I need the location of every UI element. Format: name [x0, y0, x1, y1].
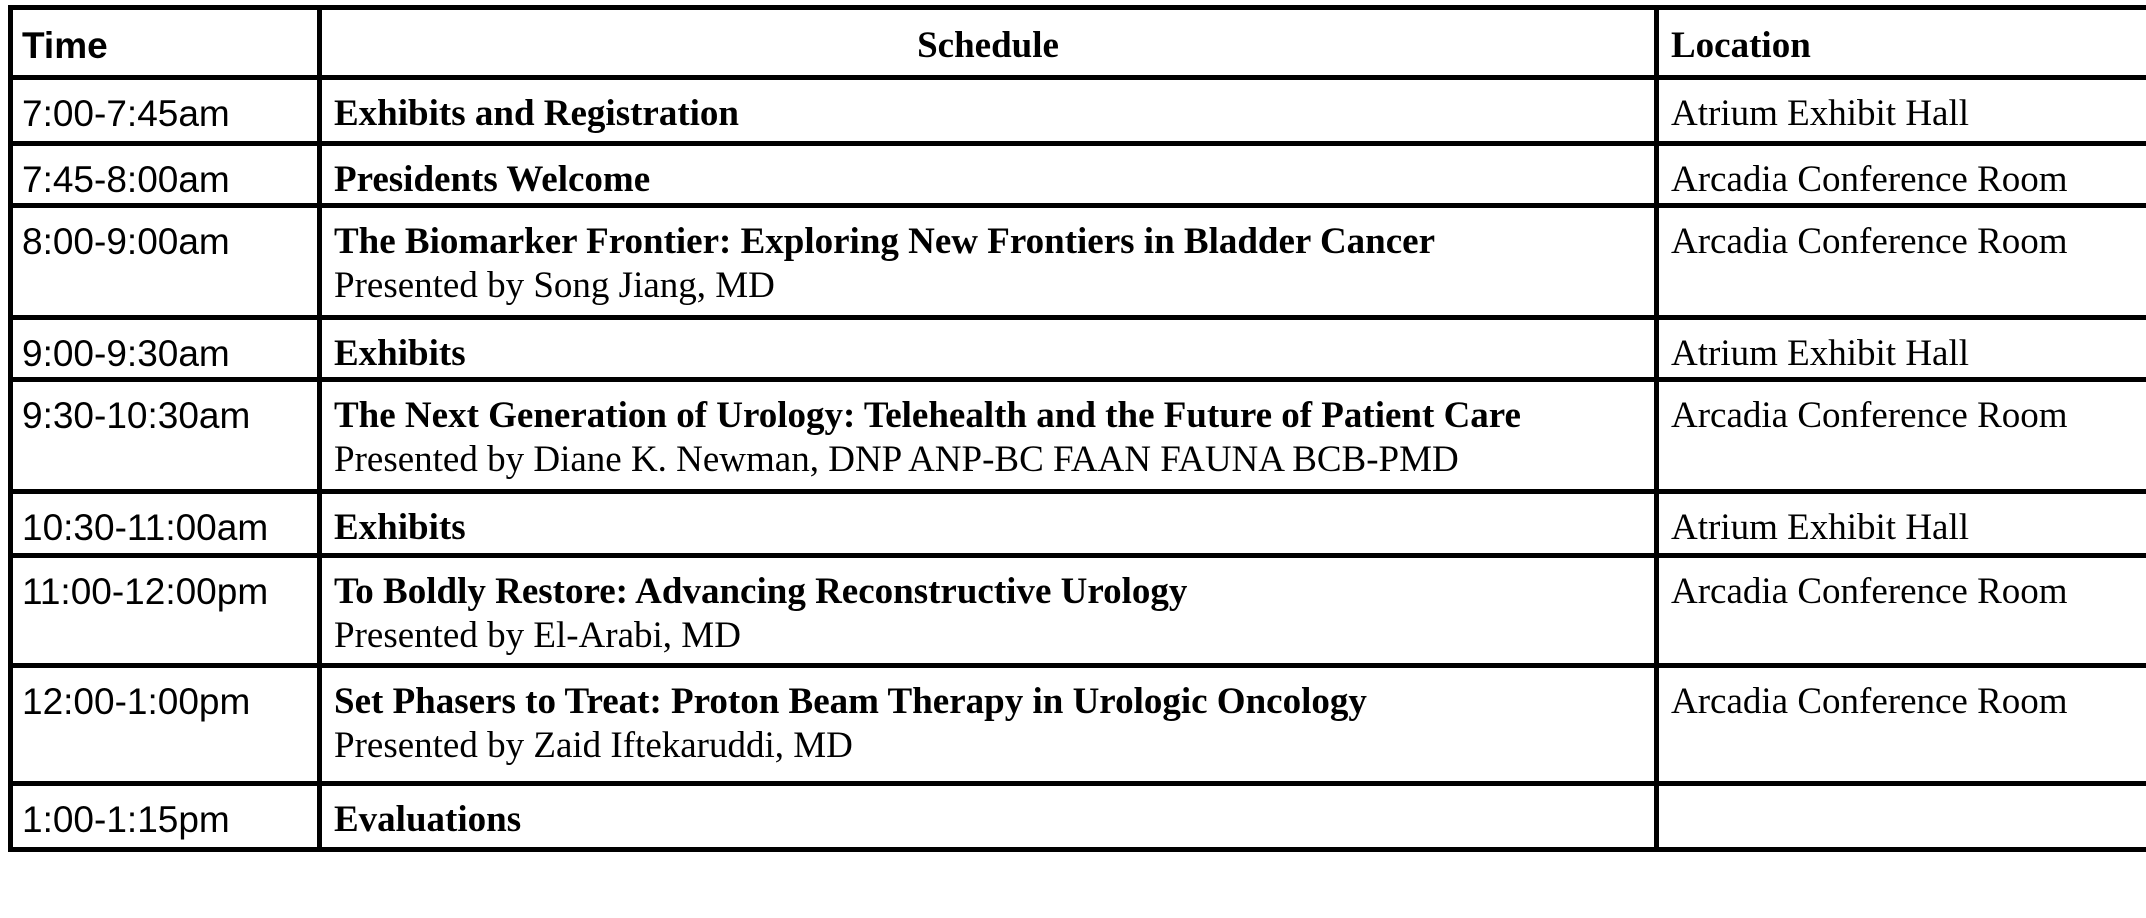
session-time: 7:00-7:45am	[11, 78, 320, 144]
session-location: Arcadia Conference Room	[1657, 380, 2146, 492]
session-location: Arcadia Conference Room	[1657, 666, 2146, 784]
table-row	[11, 492, 2146, 556]
session-cell	[320, 318, 1657, 380]
session-cell	[320, 144, 1657, 206]
session-time: 10:30-11:00am	[11, 492, 320, 556]
session-location: Atrium Exhibit Hall	[1657, 318, 2146, 380]
session-presenter: Presented by Song Jiang, MD	[334, 265, 775, 306]
session-title: Exhibits	[334, 333, 466, 374]
session-presenter: Presented by Diane K. Newman, DNP ANP-BC FAAN FAUNA BCB-PMD	[334, 439, 1459, 480]
table-row	[11, 380, 2146, 492]
session-time: 11:00-12:00pm	[11, 556, 320, 666]
session-title: Exhibits	[334, 507, 466, 548]
session-location: Atrium Exhibit Hall	[1657, 492, 2146, 556]
session-location: Arcadia Conference Room	[1657, 206, 2146, 318]
table-row	[11, 318, 2146, 380]
table-row	[11, 666, 2146, 784]
session-title: Evaluations	[334, 799, 522, 840]
session-time: 9:30-10:30am	[11, 380, 320, 492]
session-title: Exhibits and Registration	[334, 93, 740, 134]
schedule-table	[8, 5, 2146, 852]
session-cell	[320, 784, 1657, 850]
header-schedule: Schedule	[320, 8, 1657, 78]
session-title: The Biomarker Frontier: Exploring New Frontiers in Bladder Cancer	[334, 221, 1436, 262]
session-title: The Next Generation of Urology: Telehealth and the Future of Patient Care	[334, 395, 1521, 436]
session-location: Atrium Exhibit Hall	[1657, 78, 2146, 144]
session-title: To Boldly Restore: Advancing Reconstructive Urology	[334, 571, 1188, 612]
session-location	[1657, 784, 2146, 850]
header-location: Location	[1657, 8, 2146, 78]
session-location: Arcadia Conference Room	[1657, 556, 2146, 666]
session-cell	[320, 492, 1657, 556]
table-row	[11, 78, 2146, 144]
header-time: Time	[11, 8, 320, 78]
session-cell	[320, 206, 1657, 318]
session-cell	[320, 666, 1657, 784]
session-cell	[320, 380, 1657, 492]
table-row	[11, 144, 2146, 206]
session-time: 9:00-9:30am	[11, 318, 320, 380]
session-time: 12:00-1:00pm	[11, 666, 320, 784]
session-title: Presidents Welcome	[334, 159, 651, 200]
session-title: Set Phasers to Treat: Proton Beam Therapy in Urologic Oncology	[334, 681, 1367, 722]
session-cell	[320, 78, 1657, 144]
session-location: Arcadia Conference Room	[1657, 144, 2146, 206]
table-row	[11, 206, 2146, 318]
table-header-row	[11, 8, 2146, 78]
session-time: 1:00-1:15pm	[11, 784, 320, 850]
table-row	[11, 784, 2146, 850]
session-cell	[320, 556, 1657, 666]
session-time: 7:45-8:00am	[11, 144, 320, 206]
session-time: 8:00-9:00am	[11, 206, 320, 318]
session-presenter: Presented by El-Arabi, MD	[334, 615, 741, 656]
session-presenter: Presented by Zaid Iftekaruddi, MD	[334, 725, 853, 766]
table-row	[11, 556, 2146, 666]
